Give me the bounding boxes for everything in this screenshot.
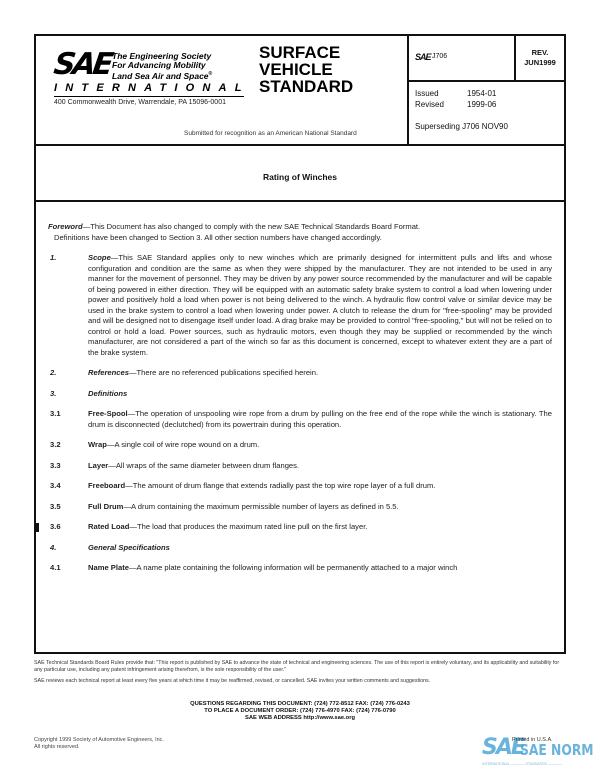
section-number: 3.1 — [50, 409, 61, 418]
tagline-line-3: Land Sea Air and Space® — [112, 70, 213, 81]
foreword-text: —This Document has also changed to comply with the new SAE Technical Standards Board Format. — [82, 222, 421, 231]
footer-notes — [34, 660, 564, 689]
issued-value: 1954-01 — [467, 89, 497, 98]
section-heading: Free-Spool — [88, 409, 128, 418]
section-text: —All wraps of the same diameter between drum flanges. — [108, 460, 300, 470]
watermark-text: SAE NORM — [520, 741, 594, 759]
section-4-1-name-plate — [48, 563, 552, 574]
tagline-line-2: For Advancing Mobility — [112, 60, 206, 70]
section-number: 3. — [50, 388, 57, 398]
header-left-panel — [36, 36, 409, 144]
section-number: 4. — [50, 542, 57, 552]
section-number: 3.4 — [50, 481, 61, 490]
sae-logo-mark: SAE — [51, 47, 113, 82]
section-heading: Full Drum — [88, 501, 124, 511]
issued-label: Issued — [415, 89, 439, 98]
section-text: —There are no referenced publications specified herein. — [128, 368, 319, 377]
contact-questions: QUESTIONS REGARDING THIS DOCUMENT: (724) 772-8512 FAX: (724) 776-0243 — [190, 701, 410, 707]
sae-logo-tagline — [112, 52, 212, 81]
section-number: 4.1 — [50, 563, 61, 572]
section-heading: Definitions — [88, 388, 128, 398]
issued-row — [415, 88, 496, 99]
standard-type-line-3: STANDARD — [259, 77, 354, 96]
section-text: —The operation of unspooling wire rope from a drum by pulling on the free end of the rope while the winch is stationary. The drum is disconnected (declutched) from its powertrain during this operation. — [88, 409, 552, 429]
title-box — [36, 146, 564, 202]
rights-line: All rights reserved. — [34, 744, 80, 750]
section-1-scope — [48, 253, 552, 358]
submitted-note: Submitted for recognition as an American National Standard — [184, 130, 357, 137]
section-heading: Rated Load — [88, 522, 130, 531]
document-frame — [34, 34, 566, 654]
change-bar-marker — [36, 523, 39, 532]
standard-type-line-2: VEHICLE — [259, 60, 333, 79]
header-right-panel — [409, 36, 564, 144]
copyright — [34, 737, 164, 751]
footer-review: SAE reviews each technical report at least every five years at which time it may be reaffirmed, revised, or cancelled. SAE invites your written comments and suggestions. — [34, 678, 431, 684]
section-2-references — [48, 368, 552, 379]
section-text: —A name plate containing the following information will be permanently attached to a major winch — [128, 563, 458, 572]
sae-logo — [51, 47, 254, 106]
document-title: Rating of Winches — [262, 172, 338, 182]
section-heading: Wrap — [88, 440, 107, 449]
section-heading: Name Plate — [88, 563, 129, 572]
footer-contact — [0, 701, 600, 722]
printed-in: Printed in U.S.A. — [512, 737, 553, 743]
footer-policy: SAE Technical Standards Board Rules provide that: "This report is published by SAE to advance the state of technical and engineering sciences. The use of this report is entirely voluntary, and its applicability and suitability for any particular use, including any patent infringement arising therefrom, is the sole responsibility of the user." — [34, 660, 560, 673]
section-number: 3.5 — [50, 501, 61, 511]
logo-rule — [54, 96, 244, 97]
standard-type-line-1: SURFACE — [259, 43, 341, 62]
contact-web[interactable]: SAE WEB ADDRESS http://www.sae.org — [244, 715, 356, 721]
section-3-1-free-spool — [48, 409, 552, 430]
section-text: —A single coil of wire rope wound on a drum. — [106, 440, 260, 449]
section-text: —The amount of drum flange that extends radially past the top wire rope layer of a full drum. — [125, 481, 436, 490]
section-3-3-layer — [48, 461, 552, 472]
sae-address: 400 Commonwealth Drive, Warrendale, PA 15096-0001 — [54, 99, 226, 106]
doc-sae-mark: SAE — [415, 52, 431, 62]
foreword-text-2: Definitions have been changed to Section 3. All other section numbers have changed accordingly. — [54, 232, 382, 242]
standard-type — [259, 44, 353, 95]
tagline-line-1: The Engineering Society — [112, 51, 212, 61]
section-text: —The load that produces the maximum rated line pull on the first layer. — [129, 522, 368, 531]
section-number: 3.6 — [50, 522, 61, 531]
section-3-5-full-drum — [48, 502, 552, 513]
doc-number: J706 — [432, 53, 448, 60]
revision-label: REV. — [531, 48, 549, 57]
document-header — [36, 36, 564, 146]
issue-dates — [415, 88, 496, 110]
copyright-line: Copyright 1999 Society of Automotive Engineers, Inc. — [34, 737, 164, 743]
revision-date: JUN1999 — [524, 58, 556, 67]
revised-row — [415, 99, 496, 110]
doc-id-row — [409, 36, 564, 82]
section-heading: Layer — [88, 460, 109, 470]
section-number: 1. — [50, 253, 57, 262]
section-text: —This SAE Standard applies only to new winches which are primarily designed for intermittent pulls and lifts and whose configuration and condition are the same as when they were shipped by the manufacturer. They are not intended to be used in any manner for the movement of personnel. They may be driven by any power source recommended by the manufacturer and will be capable of being powered in either direction. They will be equipped with an automatic safety brake system to control a load when lowering under power and positively hold a load when power is not being delivered to the winch. A hydraulic flow control valve or similar device may be used in the brake system to control a load when lowering under power. A clutch to release the drum for "free-spooling" may be provided and will be designed not to disengage itself under load. A drag brake may be provided to control "free-spooling," but will not be relied on to control or hold a load. Power sources, such as hydraulic motors, even though they may be supplied or recommended by the winch manufacturer, are not considered a part of the winch so far as this document is concerned, except to whatever extent they are a part of the brake system. — [88, 253, 552, 357]
doc-id-cell — [409, 36, 516, 80]
watermark-subtext: INTERNATIONAL ———— STANDARDS ———— — [482, 762, 562, 766]
section-number: 3.3 — [50, 460, 61, 470]
section-number: 3.2 — [50, 440, 61, 449]
watermark-sae-logo: SAE — [482, 735, 524, 760]
document-body — [48, 212, 552, 574]
section-3-definitions — [48, 389, 552, 400]
foreword-heading: Foreword — [48, 222, 83, 231]
contact-order: TO PLACE A DOCUMENT ORDER: (724) 776-4970 FAX: (724) 776-0790 — [204, 708, 396, 714]
section-number: 2. — [50, 368, 57, 377]
section-heading: References — [88, 368, 129, 377]
revision-cell — [516, 48, 564, 68]
section-3-4-freeboard — [48, 481, 552, 492]
section-heading: Freeboard — [88, 481, 126, 490]
superseding-note: Superseding J706 NOV90 — [415, 122, 508, 131]
foreword — [48, 222, 552, 243]
section-heading: Scope — [88, 253, 111, 262]
revised-value: 1999-06 — [467, 100, 497, 109]
section-3-6-rated-load — [48, 522, 552, 533]
section-text: —A drum containing the maximum permissible number of layers as defined in 5.5. — [123, 501, 399, 511]
section-4-general-specifications — [48, 543, 552, 554]
section-3-2-wrap — [48, 440, 552, 451]
revised-label: Revised — [415, 100, 444, 109]
sae-logo-international: INTERNATIONAL — [54, 82, 250, 94]
section-heading: General Specifications — [88, 542, 170, 552]
